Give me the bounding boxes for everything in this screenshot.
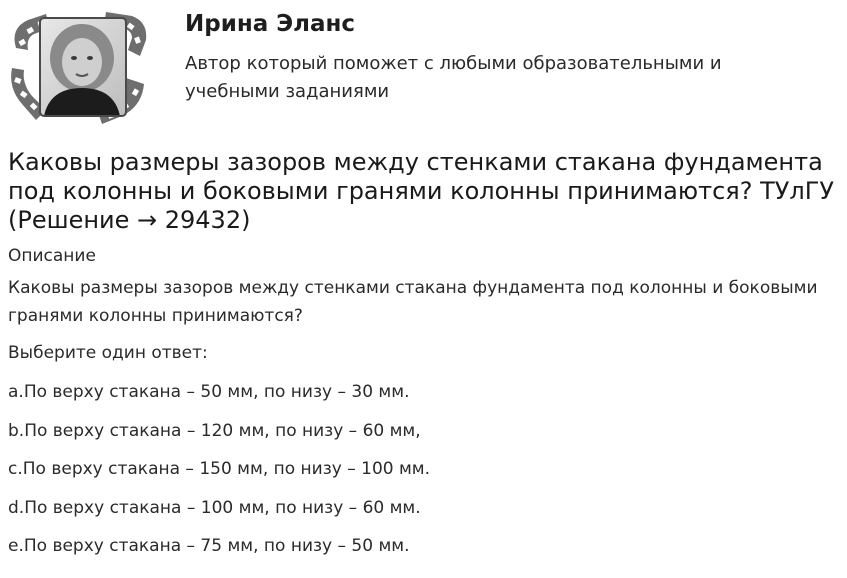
author-avatar	[6, 8, 152, 126]
author-name: Ирина Эланс	[185, 11, 356, 37]
answer-prompt: Выберите один ответ:	[8, 343, 208, 363]
author-description: Автор который поможет с любыми образовательными и учебными заданиями	[185, 53, 722, 102]
description-label: Описание	[8, 246, 96, 266]
answer-option-c[interactable]: c.По верху стакана – 150 мм, по низу – 100 мм.	[8, 459, 431, 479]
answer-option-a[interactable]: a.По верху стакана – 50 мм, по низу – 30 мм.	[8, 382, 410, 402]
answer-option-d[interactable]: d.По верху стакана – 100 мм, по низу – 60 мм.	[8, 497, 421, 518]
answer-option-b[interactable]: b.По верху стакана – 120 мм, по низу – 60 мм,	[8, 420, 421, 441]
author-photo-icon	[6, 8, 152, 126]
question-title: Каковы размеры зазоров между стенками стакана фундамента под колонны и боковыми гранями колонны принимаются? ТУлГУ (Решение → 29432)	[8, 148, 834, 234]
author-block	[0, 0, 847, 140]
answer-list	[8, 380, 843, 573]
answer-option-e[interactable]: e.По верху стакана – 75 мм, по низу – 50 мм.	[8, 536, 410, 556]
description-text: Каковы размеры зазоров между стенками стакана фундамента под колонны и боковыми гранями колонны принимаются?	[8, 278, 818, 326]
